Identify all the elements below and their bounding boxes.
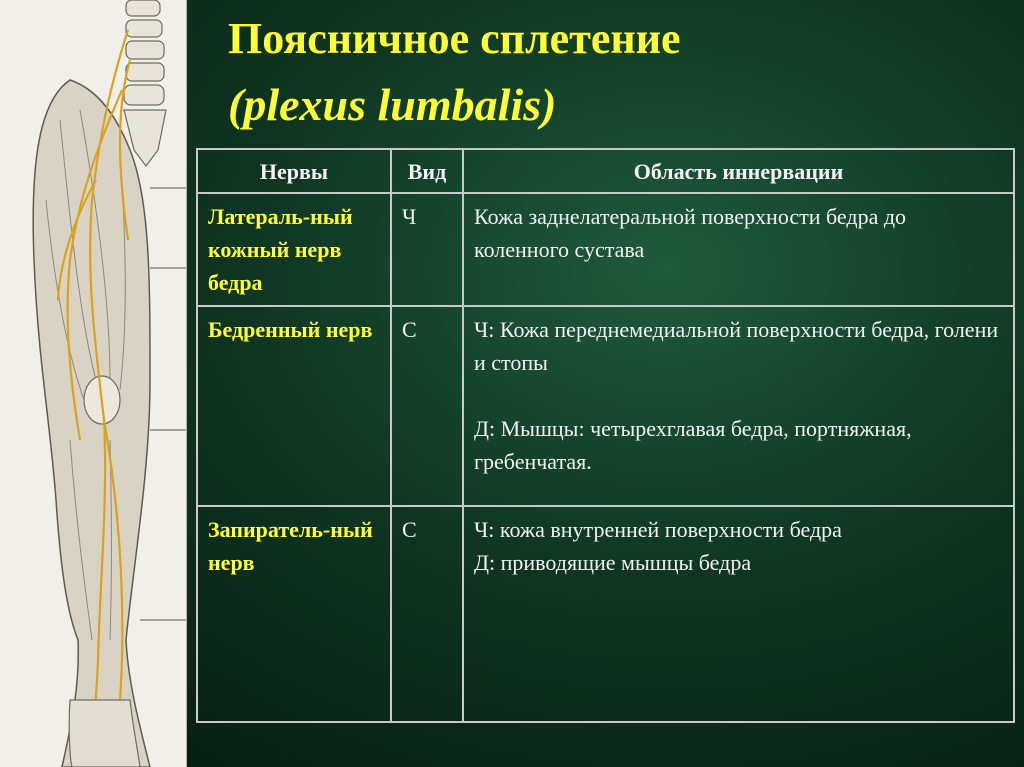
- nerve-name: Запиратель-ный нерв: [197, 506, 391, 722]
- slide-title: [228, 12, 681, 132]
- innervation-area: [463, 193, 1014, 306]
- nerve-name: Бедренный нерв: [197, 306, 391, 506]
- table-row: [197, 506, 1014, 722]
- table-header-row: [197, 149, 1014, 193]
- area-text: Ч: кожа внутренней поверхности бедра: [474, 517, 842, 542]
- header-area: Область иннервации: [463, 149, 1014, 193]
- header-nerves: Нервы: [197, 149, 391, 193]
- nerve-name: Латераль-ный кожный нерв бедра: [197, 193, 391, 306]
- area-text: Кожа заднелатеральной поверхности бедра до коленного сустава: [474, 204, 907, 262]
- header-type: Вид: [391, 149, 463, 193]
- leg-nerves-drawing: [0, 0, 186, 767]
- table-row: [197, 306, 1014, 506]
- nerve-type: Ч: [391, 193, 463, 306]
- title-line-1: Поясничное сплетение: [228, 14, 681, 63]
- innervation-area: [463, 506, 1014, 722]
- nerves-table: [196, 148, 1015, 723]
- nerve-type: С: [391, 506, 463, 722]
- nerve-type: С: [391, 306, 463, 506]
- table-row: [197, 193, 1014, 306]
- title-line-2: [228, 78, 681, 132]
- area-text: Д: Мышцы: четырехглавая бедра, портняжная, гребенчатая.: [474, 416, 912, 474]
- innervation-area: [463, 306, 1014, 506]
- foot: [69, 700, 140, 767]
- area-text: Д: приводящие мышцы бедра: [474, 550, 752, 575]
- area-text: Ч: Кожа переднемедиальной поверхности бедра, голени и стопы: [474, 317, 999, 375]
- spine-vertebrae: [124, 0, 166, 166]
- title-latin: (plexus lumbalis): [228, 79, 557, 130]
- leg-anatomy-illustration: [0, 0, 187, 767]
